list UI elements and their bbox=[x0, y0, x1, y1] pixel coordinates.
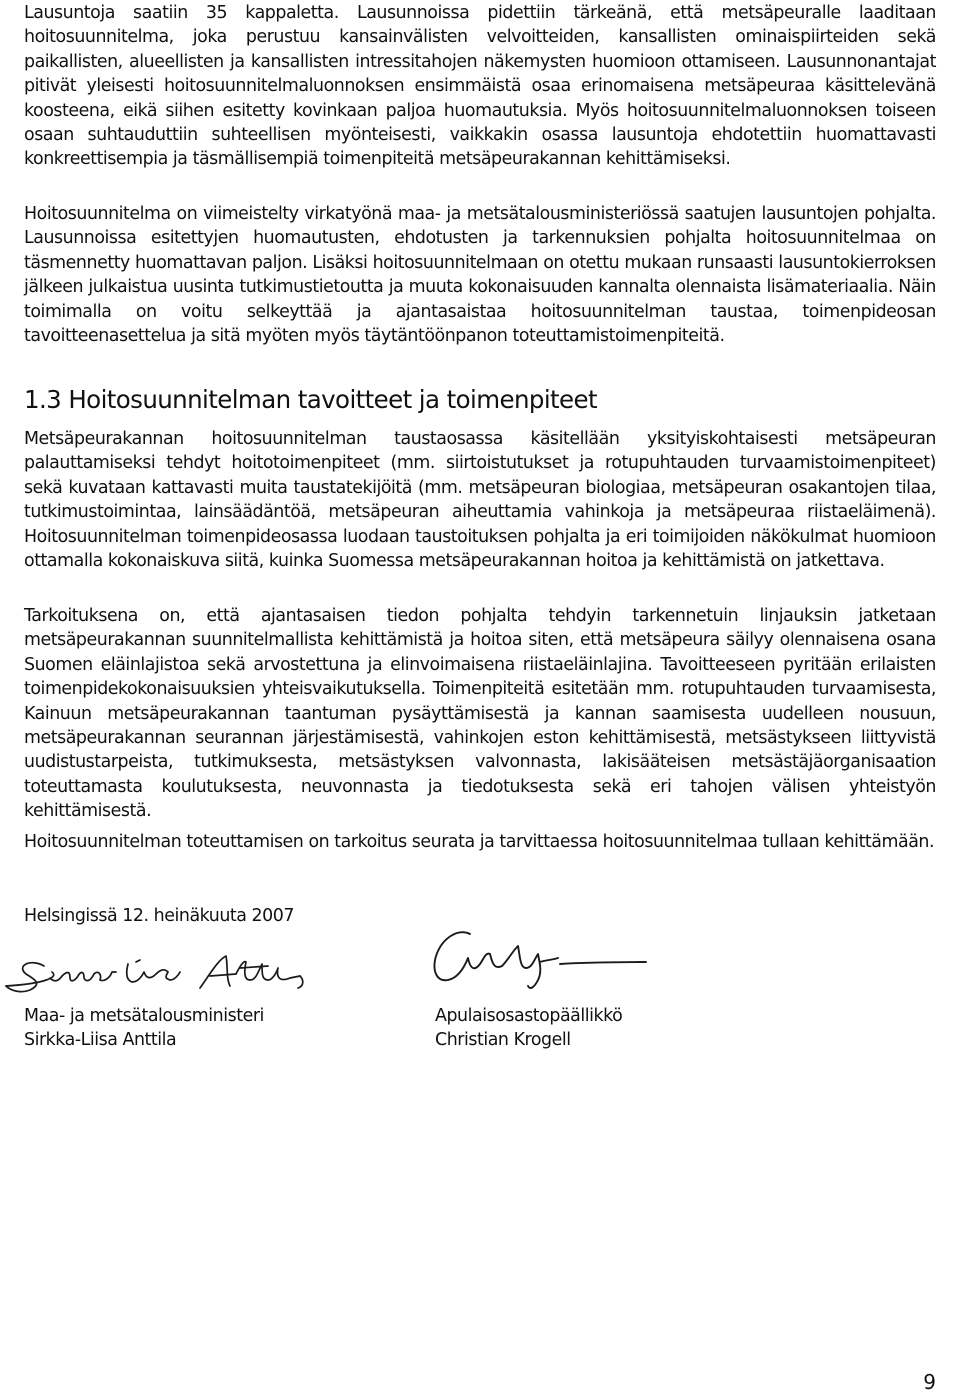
signatory-left-name: Sirkka-Liisa Anttila bbox=[24, 1030, 177, 1051]
paragraph-plan-implementation: Hoitosuunnitelman toteuttamisen on tarkoitus seurata ja tarvittaessa hoitosuunnitelmaa tullaan kehittämään. bbox=[24, 832, 935, 852]
page-number: 9 bbox=[923, 1370, 936, 1394]
signatory-left bbox=[24, 1004, 264, 1053]
signatory-right-name: Christian Krogell bbox=[435, 1030, 571, 1051]
signatory-right-title: Apulaisosastopäällikkö bbox=[435, 1006, 623, 1026]
paragraph-consultation-responses: Lausuntoja saatiin 35 kappaletta. Lausunnoissa pidettiin tärkeänä, että metsäpeuralle laaditaan hoitosuunnitelma, joka perustuu kansainvälisten velvoitteiden, kansallisten ominaispiirteiden sekä paikallisten, alueellisten ja kansallisten intressitahojen näkemysten huomioon ottamiseen. Lausunnonantajat pitivät yleisesti hoitosuunnitelmaluonnoksen ensimmäistä osaa erinomaisena metsäpeuraa käsittelevänä koosteena, eikä siihen esitetty kovinkaan paljoa huomautuksia. Myös hoitosuunnitelmaluonnoksen toiseen osaan suhtauduttiin suhteellisen myönteisesti, vaikkakin osassa lausuntoja ehdotettiin huomattavasti konkreettisempia ja täsmällisempiä toimenpiteitä metsäpeurakannan kehittämiseksi. bbox=[24, 3, 936, 170]
signature-anttila bbox=[0, 948, 310, 1004]
section-heading: 1.3 Hoitosuunnitelman tavoitteet ja toimenpiteet bbox=[24, 385, 597, 414]
signatory-left-title: Maa- ja metsätalousministeri bbox=[24, 1006, 264, 1026]
place-and-date: Helsingissä 12. heinäkuuta 2007 bbox=[24, 906, 295, 926]
paragraph-plan-objectives: Tarkoituksena on, että ajantasaisen tiedon pohjalta tehdyin tarkennetuin linjauksin jatketaan metsäpeurakannan suunnitelmallista kehittämistä ja hoitoa siten, että metsäpeura säilyy olennaisena osana Suomen eläinlajistoa sekä arvostettuna ja elinvoimaisena riistaeläinlajina. Tavoitteeseen pyritään erilaisten toimenpidekokonaisuuksien yhteisvaikutuksella. Toimenpiteitä esitetään mm. rotupuhtauden turvaamisesta, Kainuun metsäpeurakannan taantuman pysäyttämisestä ja kannan saamisesta uudelleen nousuun, metsäpeurakannan seurannan järjestämisestä, vahinkojen eston kehittämisestä, metsästykseen liittyvistä uudistustarpeista, tutkimuksesta, metsästyksen valvonnasta, lakisääteisen metsästäjäorganisaation toteuttamasta koulutuksesta, neuvonnasta ja tiedotuksesta sekä eri tahojen välisen yhteistyön kehittämisestä. bbox=[24, 606, 936, 822]
signature-krogell bbox=[428, 924, 650, 1002]
signatory-right bbox=[435, 1004, 622, 1053]
paragraph-plan-background: Metsäpeurakannan hoitosuunnitelman taustaosassa käsitellään yksityiskohtaisesti metsäpeuran palauttamiseksi tehdyt hoitotoimenpiteet (mm. siirtoistutukset ja rotupuhtauden turvaamistoimenpiteet) sekä kuvataan kattavasti muita taustatekijöitä (mm. metsäpeuran biologiaa, metsäpeuran osakantojen tilaa, tutkimustoimintaa, lainsäädäntöä, metsäpeuran aiheuttamia vahinkoja ja metsäpeuraa riistaeläimenä). Hoitosuunnitelman toimenpideosassa luodaan taustoituksen pohjalta ja eri toimijoiden näkökulmat huomioon ottamalla kokonaiskuva siitä, kuinka Suomessa metsäpeurakannan hoitoa ja kehittämistä on jatkettava. bbox=[24, 429, 936, 572]
paragraph-plan-finalization: Hoitosuunnitelma on viimeistelty virkatyönä maa- ja metsätalousministeriössä saatujen lausuntojen pohjalta. Lausunnoissa esitettyjen huomautusten, ehdotusten ja tarkennuksien pohjalta hoitosuunnitelmaa on täsmennetty huomattavan paljon. Lisäksi hoitosuunnitelmaan on otettu mukaan runsaasti lausuntokierroksen jälkeen julkaistua uusinta tutkimustietoutta ja muuta kokonaisuuden kannalta olennaista lisämateriaalia. Näin toimimalla on voitu selkeyttää ja ajantasaistaa hoitosuunnitelman taustaa, toimenpideosan tavoitteenasettelua ja sitä myöten myös täytäntöönpanon toteuttamistoimenpiteitä. bbox=[24, 204, 936, 347]
